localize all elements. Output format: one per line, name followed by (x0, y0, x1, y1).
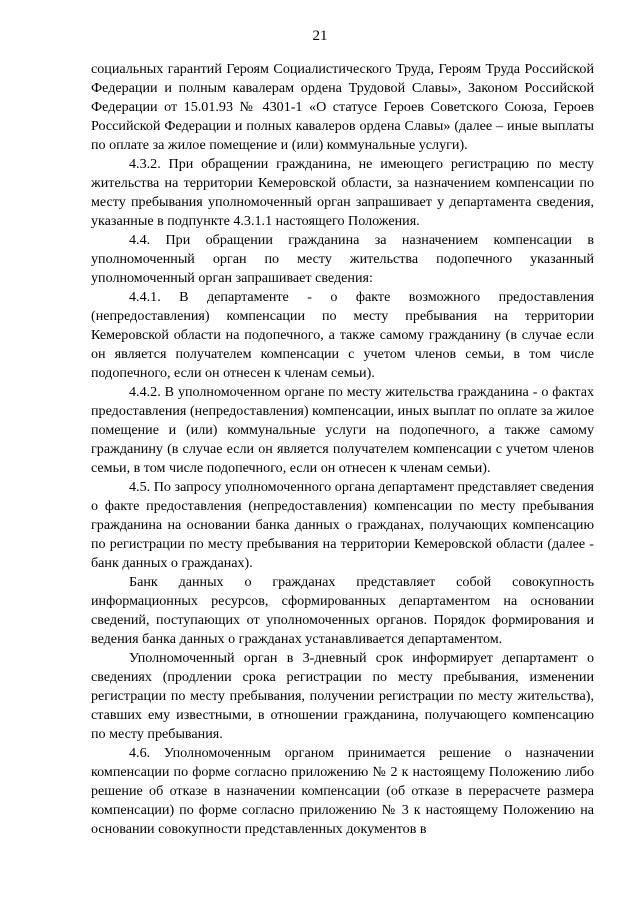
paragraph-4-4-2: 4.4.2. В уполномоченном органе по месту жительства гражданина - о фактах предоставления (непредоставления) компенсации, иных выплат по оплате за жилое помещение и (или) коммунальные услуги на подопечного, а также самому гражданину (в случае если он является получателем компенсации с учетом членов семьи, в том числе подопечного, если он отнесен к членам семьи). (91, 384, 594, 476)
paragraph-4-3-2: 4.3.2. При обращении гражданина, не имеющего регистрацию по месту жительства на территории Кемеровской области, за назначением компенсации по месту пребывания уполномоченный орган запрашивает у департамента сведения, указанные в подпункте 4.3.1.1 настоящего Положения. (91, 156, 594, 229)
paragraph-data-bank: Банк данных о гражданах представляет собой совокупность информационных ресурсов, сформированных департаментом на основании сведений, поступающих от уполномоченных органов. Порядок формирования и ведения банка данных о гражданах устанавливается департаментом. (91, 574, 594, 647)
paragraph-notification: Уполномоченный орган в 3-дневный срок информирует департамент о сведениях (продлении срока регистрации по месту пребывания, изменении регистрации по месту пребывания, получении регистрации по месту жительства), ставших ему известными, в отношении гражданина, получающего компенсацию по месту пребывания. (91, 650, 594, 742)
page-number: 21 (312, 28, 328, 44)
paragraph-4-4: 4.4. При обращении гражданина за назначением компенсации в уполномоченный орган по месту жительства подопечного указанный уполномоченный орган запрашивает сведения: (91, 232, 594, 286)
paragraph-continuation: социальных гарантий Героям Социалистического Труда, Героям Труда Российской Федерации и полным кавалерам ордена Трудовой Славы», Законом Российской Федерации от 15.01.93 № 4301-1 «О статусе Героев Советского Союза, Героев Российской Федерации и полных кавалеров ордена Славы» (далее – иные выплаты по оплате за жилое помещение и (или) коммунальные услуги). (91, 61, 594, 153)
paragraph-4-4-1: 4.4.1. В департаменте - о факте возможного предоставления (непредоставления) компенсации по месту пребывания на территории Кемеровской области на подопечного, а также самому гражданину (в случае если он является получателем компенсации с учетом членов семьи, в том числе подопечного, если он отнесен к членам семьи). (91, 289, 594, 381)
document-body (91, 60, 594, 839)
paragraph-4-6: 4.6. Уполномоченным органом принимается решение о назначении компенсации по форме согласно приложению № 2 к настоящему Положению либо решение об отказе в назначении компенсации (об отказе в перерасчете размера компенсации) по форме согласно приложению № 3 к настоящему Положению на основании совокупности представленных документов в (91, 745, 594, 837)
paragraph-4-5: 4.5. По запросу уполномоченного органа департамент представляет сведения о факте предоставления (непредоставления) компенсации по месту пребывания гражданина на основании банка данных о гражданах, получающих компенсацию по регистрации по месту пребывания на территории Кемеровской области (далее - банк данных о гражданах). (91, 479, 594, 571)
